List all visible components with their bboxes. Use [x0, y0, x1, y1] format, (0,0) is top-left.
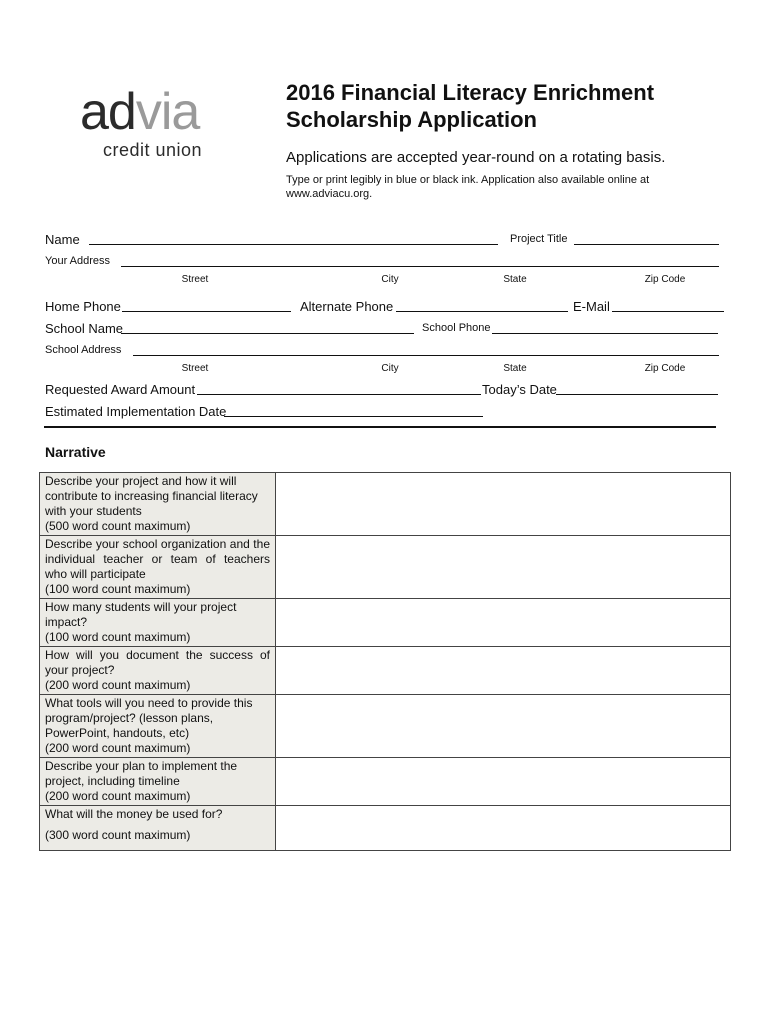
logo-text-ad: ad	[80, 83, 136, 141]
narrative-answer-cell[interactable]	[276, 473, 731, 536]
email-field[interactable]	[612, 311, 724, 312]
alternate-phone-field[interactable]	[396, 311, 568, 312]
address-state-caption: State	[503, 274, 527, 285]
narrative-answer-cell[interactable]	[276, 758, 731, 806]
page-subtitle: Applications are accepted year-round on a rotating basis.	[286, 149, 666, 166]
name-field[interactable]	[89, 244, 498, 245]
page-title: 2016 Financial Literacy Enrichment Scholarship Application	[286, 80, 655, 132]
narrative-heading: Narrative	[45, 444, 106, 460]
narrative-row	[40, 647, 731, 695]
question-text: What will the money be used for?	[45, 807, 223, 821]
advia-logo	[80, 83, 200, 141]
email-label: E-Mail	[573, 299, 610, 314]
narrative-answer-cell[interactable]	[276, 806, 731, 851]
narrative-row	[40, 599, 731, 647]
school-zip-caption: Zip Code	[644, 363, 686, 374]
word-limit-text: (200 word count maximum)	[45, 741, 191, 755]
school-address-field[interactable]	[133, 355, 719, 356]
logo-subtitle: credit union	[103, 140, 203, 160]
school-state-caption: State	[503, 363, 527, 374]
requested-award-label: Requested Award Amount	[45, 382, 196, 397]
narrative-question	[40, 758, 276, 806]
word-limit-text: (200 word count maximum)	[45, 678, 191, 692]
school-phone-field[interactable]	[492, 333, 718, 334]
narrative-answer-cell[interactable]	[276, 599, 731, 647]
estimated-implementation-label: Estimated Implementation Date	[45, 404, 227, 419]
narrative-row	[40, 695, 731, 758]
narrative-question	[40, 536, 276, 599]
narrative-row	[40, 473, 731, 536]
school-phone-label: School Phone	[422, 322, 491, 334]
project-title-label: Project Title	[510, 233, 568, 245]
question-text: Describe your project and how it will contribute to increasing financial literacy with your students	[45, 474, 258, 518]
school-address-label: School Address	[45, 344, 122, 356]
estimated-implementation-field[interactable]	[224, 416, 483, 417]
narrative-question	[40, 473, 276, 536]
word-limit-text: (100 word count maximum)	[45, 582, 191, 596]
home-phone-label: Home Phone	[45, 299, 121, 314]
home-phone-field[interactable]	[122, 311, 291, 312]
narrative-row	[40, 758, 731, 806]
your-address-field[interactable]	[121, 266, 719, 267]
narrative-table	[39, 472, 731, 851]
address-street-caption: Street	[181, 274, 209, 285]
todays-date-label: Today’s Date	[482, 382, 557, 397]
school-city-caption: City	[381, 363, 399, 374]
alternate-phone-label: Alternate Phone	[300, 299, 394, 314]
address-city-caption: City	[381, 274, 399, 285]
school-name-label: School Name	[45, 321, 124, 336]
logo-text-via: via	[135, 83, 200, 141]
requested-award-field[interactable]	[197, 394, 481, 395]
narrative-question	[40, 599, 276, 647]
narrative-row	[40, 806, 731, 851]
todays-date-field[interactable]	[556, 394, 718, 395]
address-zip-caption: Zip Code	[644, 274, 686, 285]
question-text: Describe your school organization and the individual teacher or team of teachers who will participate	[45, 537, 270, 581]
narrative-question	[40, 695, 276, 758]
narrative-row	[40, 536, 731, 599]
project-title-field[interactable]	[574, 244, 719, 245]
question-text: How will you document the success of your project?	[45, 648, 270, 677]
instructions-text: Type or print legibly in blue or black ink. Application also available online at www.adviacu.org.	[286, 174, 650, 200]
narrative-answer-cell[interactable]	[276, 647, 731, 695]
question-text: Describe your plan to implement the project, including timeline	[45, 759, 238, 788]
section-divider	[44, 426, 716, 428]
question-text: What tools will you need to provide this program/project? (lesson plans, PowerPoint, handouts, etc)	[45, 696, 253, 740]
word-limit-text: (200 word count maximum)	[45, 789, 191, 803]
your-address-label: Your Address	[45, 255, 111, 267]
school-name-field[interactable]	[121, 333, 414, 334]
word-limit-text: (300 word count maximum)	[45, 828, 191, 842]
question-text: How many students will your project impact?	[45, 600, 237, 629]
word-limit-text: (100 word count maximum)	[45, 630, 191, 644]
narrative-answer-cell[interactable]	[276, 695, 731, 758]
name-label: Name	[45, 232, 80, 247]
narrative-answer-cell[interactable]	[276, 536, 731, 599]
narrative-question	[40, 647, 276, 695]
school-street-caption: Street	[181, 363, 209, 374]
word-limit-text: (500 word count maximum)	[45, 519, 191, 533]
narrative-question	[40, 806, 276, 851]
